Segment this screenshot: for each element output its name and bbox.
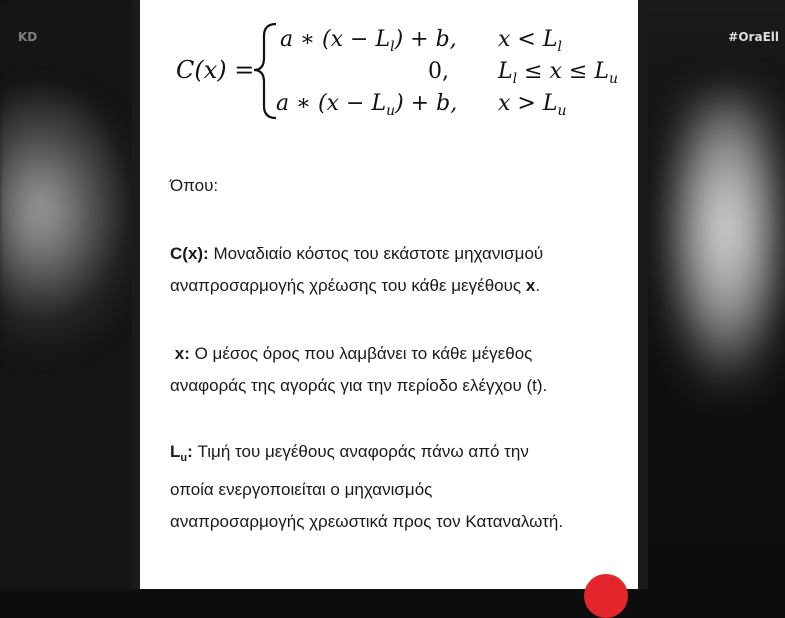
definition-line: αναπροσαρμογής χρεωστικά προς τον Καταναλωτή. bbox=[170, 512, 564, 531]
definition-lu bbox=[170, 436, 630, 538]
definition-bold: x bbox=[525, 276, 536, 295]
case-1-cond: $x < L_l$ bbox=[498, 27, 562, 55]
definition-line: αναπροσαρμογής χρέωσης του κάθε μεγέθους bbox=[170, 276, 526, 295]
case-3-cond: $x > L_u$ bbox=[498, 91, 567, 119]
blurred-background-left bbox=[0, 0, 150, 589]
case-3-expr: a ∗ $(x - L_u) + b$, bbox=[276, 91, 458, 119]
case-2-cond: $L_l \le x \le L_u$ bbox=[498, 59, 618, 87]
channel-logo-partial: KD bbox=[18, 30, 38, 44]
definition-term-sub: u bbox=[180, 452, 188, 464]
definition-x bbox=[170, 338, 630, 402]
case-2-expr: 0, bbox=[428, 59, 449, 84]
definition-term-colon: : bbox=[187, 442, 193, 461]
phone-screen bbox=[132, 0, 648, 589]
definition-term: L bbox=[170, 442, 181, 461]
definition-line: οποία ενεργοποιείται ο μηχανισμός bbox=[170, 480, 433, 499]
definition-term: C(x): bbox=[170, 244, 209, 263]
definition-line: Τιμή του μεγέθους αναφοράς πάνω από την bbox=[192, 442, 529, 461]
formula-lhs: C(x) = bbox=[176, 56, 255, 84]
definition-line: αναφοράς της αγοράς για την περίοδο ελέγχου (t). bbox=[170, 376, 548, 395]
piecewise-formula bbox=[176, 14, 616, 124]
where-label: Όπου: bbox=[170, 176, 219, 195]
formula-brace bbox=[254, 24, 276, 118]
definition-line: Ο μέσος όρος που λαμβάνει το κάθε μέγεθος bbox=[189, 344, 533, 363]
definition-cx bbox=[170, 238, 630, 302]
floating-action-button[interactable] bbox=[584, 574, 628, 618]
document-page[interactable] bbox=[140, 0, 638, 589]
definition-term: x: bbox=[174, 344, 190, 363]
definition-line: Μοναδιαίο κόστος του εκάστοτε μηχανισμού bbox=[208, 244, 544, 263]
hashtag-overlay: #OraEll bbox=[728, 30, 779, 44]
case-1-expr: a ∗ $(x - L_l) + b$, bbox=[280, 27, 457, 55]
blurred-background-right bbox=[645, 0, 785, 589]
definition-line: . bbox=[535, 276, 541, 295]
